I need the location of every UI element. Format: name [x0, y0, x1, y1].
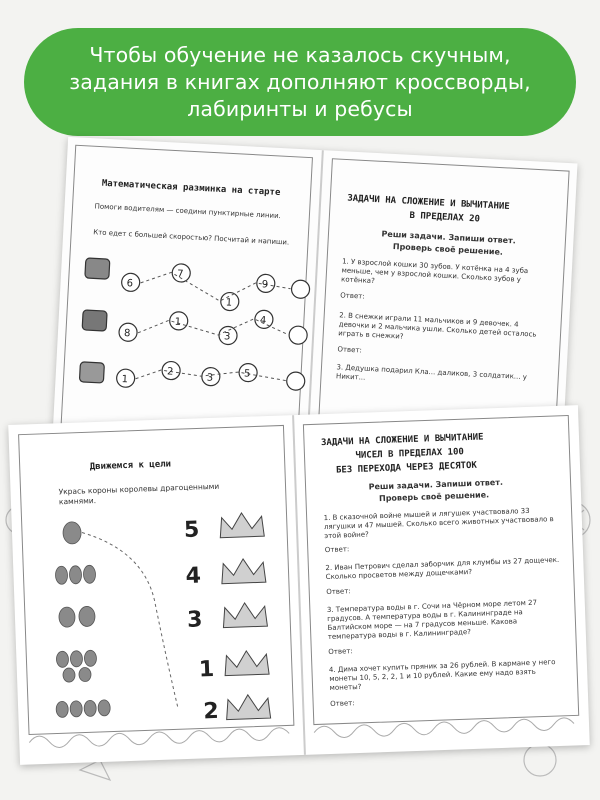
maze-row3-num3: 3	[206, 372, 214, 384]
front-right-task-2: 2. Иван Петрович сделал заборчик для клумбы из 27 дощечек. Сколько просветов между дощечками?	[325, 555, 560, 582]
banner-line-2: задания в книгах дополняют кроссворды,	[69, 69, 531, 94]
front-right-answer-1: Ответ:	[324, 545, 350, 555]
front-right-title-3: БЕЗ ПЕРЕХОДА ЧЕРЕЗ ДЕСЯТОК	[335, 460, 478, 476]
crown-puzzle	[41, 506, 288, 729]
front-right-task-1: 1. В сказочной войне мышей и лягушек участвовало 33 лягушки и 47 мышей. Сколько всего животных участвовало в этой войне?	[323, 506, 554, 541]
front-right-answer-3: Ответ:	[328, 647, 353, 657]
back-right-task-1: 1. У взрослой кошки 30 зубов. У котёнка на 4 зуба меньше, чем у взрослой кошки. Сколько зубов у котёнка?	[340, 257, 529, 286]
back-right-answer-2: Ответ:	[337, 345, 363, 355]
front-left-title: Движемся к цели	[89, 459, 172, 473]
front-right-title-1: ЗАДАЧИ НА СЛОЖЕНИЕ И ВЫЧИТАНИЕ	[320, 432, 484, 449]
back-right-answer-1: Ответ:	[340, 291, 365, 301]
maze-row3-num4: 5	[243, 368, 251, 380]
back-left-bullet-2: Кто едет с большей скоростью? Посчитай и напиши.	[93, 228, 290, 247]
maze-row3-num2: 2	[166, 366, 174, 378]
back-right-subtitle-2: Проверь своё решение.	[392, 242, 504, 257]
front-right-title-2: ЧИСЕЛ В ПРЕДЕЛАХ 100	[355, 447, 465, 461]
maze-row2-num4: 4	[259, 315, 267, 327]
back-right-task-3: 3. Дедушка подарил Кла... даликов, 3 солдатик... у Никит...	[335, 363, 528, 382]
front-right-task-3: 3. Температура воды в г. Сочи на Чёрном море летом 27 градусов. А температура воды в г. Калининграде на Балтийском море — на 7 градусов меньше. Какова температура воды в г. Калининграде?	[326, 598, 538, 642]
front-workbook	[8, 405, 590, 765]
maze-row2-num2: 1	[174, 316, 182, 329]
back-right-subtitle-1: Реши задачи. Запиши ответ.	[381, 229, 517, 246]
crown-number-2: 4	[185, 563, 202, 589]
back-left-bullet-1: Помоги водителям — соедини пунктирные линии.	[94, 202, 282, 221]
banner-line-3: лабиринты и ребусы	[187, 96, 413, 121]
maze-row1-num3: 1	[225, 297, 233, 309]
maze-row1-num4: 9	[261, 279, 269, 291]
front-right-task-4: 4. Дима хочет купить пряник за 26 рублей. В кармане у него монеты 10, 5, 2, 2, 1 и 10 рублей. Какие ему надо взять монеты?	[328, 658, 556, 692]
maze-row1-num2: 7	[176, 268, 184, 281]
crown-number-3: 3	[186, 607, 203, 633]
front-right-subtitle-1: Реши задачи. Запиши ответ.	[368, 477, 504, 492]
maze-row2-num1: 8	[123, 328, 131, 340]
front-left-bullet: Укрась короны королевы драгоценными камнями.	[58, 481, 220, 507]
back-right-task-2: 2. В снежки играли 11 мальчиков и 9 девочек. 4 девочки и 2 мальчика ушли. Сколько детей осталось играть в снежки?	[338, 311, 537, 341]
back-right-title-2: В ПРЕДЕЛАХ 20	[409, 210, 481, 225]
back-right-title-1: ЗАДАЧИ НА СЛОЖЕНИЕ И ВЫЧИТАНИЕ	[347, 193, 510, 213]
front-right-answer-2: Ответ:	[326, 587, 351, 597]
crown-number-5: 2	[202, 698, 220, 725]
crown-number-4: 1	[198, 657, 215, 683]
maze-row1-num1: 6	[126, 278, 134, 290]
crown-number-1: 5	[183, 517, 200, 543]
back-left-title: Математическая разминка на старте	[101, 178, 281, 199]
maze-row2-num3: 3	[223, 331, 231, 343]
front-right-answer-4: Ответ:	[330, 699, 355, 708]
driver-maze	[75, 248, 313, 410]
maze-row3-num1: 1	[121, 373, 129, 386]
front-right-subtitle-2: Проверь своё решение.	[378, 490, 490, 504]
banner-line-1: Чтобы обучение не казалось скучным,	[89, 42, 511, 67]
